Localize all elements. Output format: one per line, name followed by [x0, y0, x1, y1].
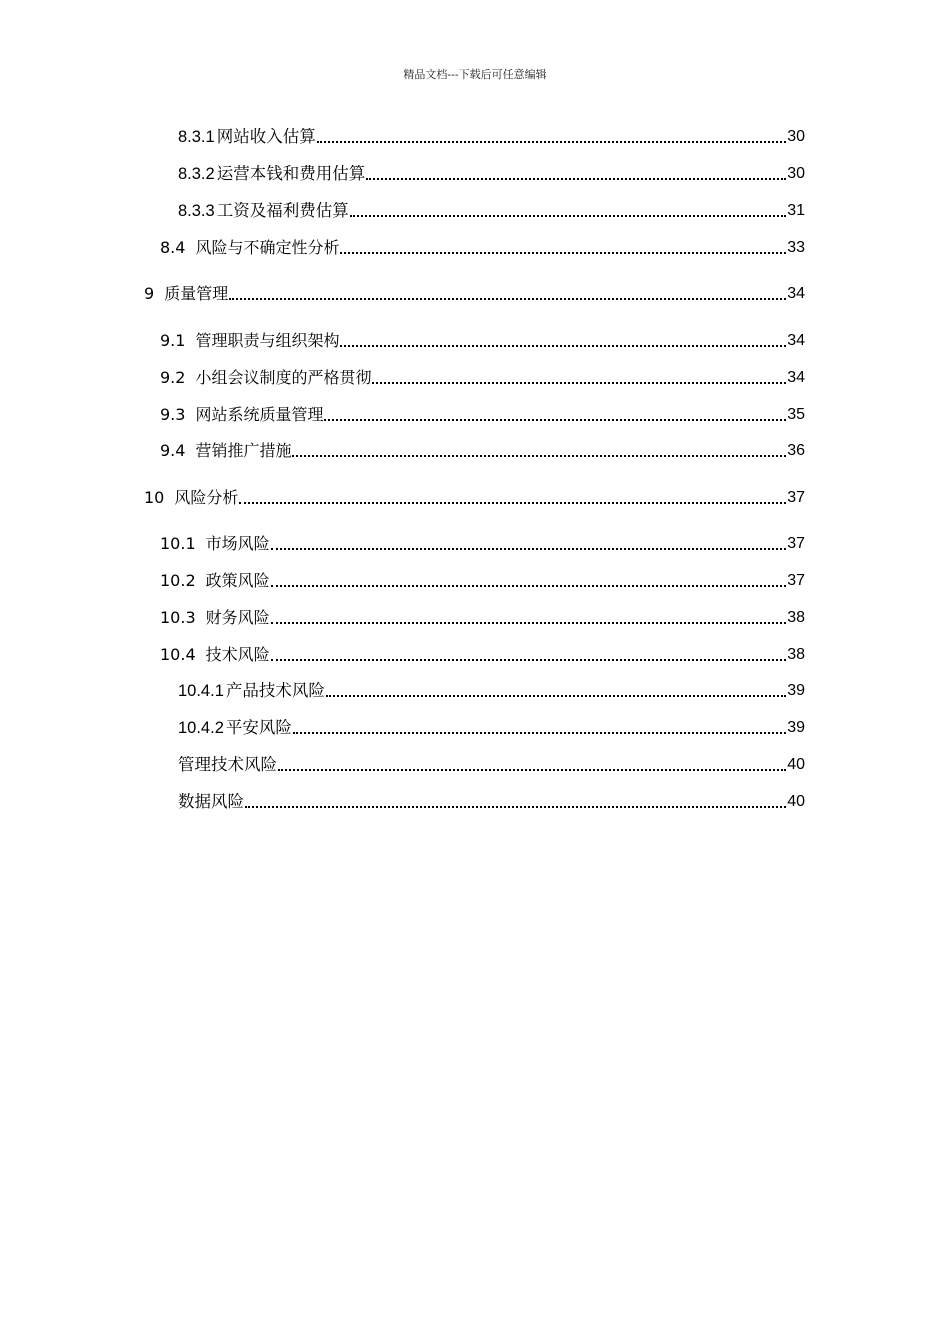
toc-entry-title: 质量管理 — [164, 284, 229, 303]
toc-entry-title: 小组会议制度的严格贯彻 — [195, 368, 372, 387]
toc-entry-page: 38 — [787, 609, 805, 626]
toc-leader-dots — [271, 622, 787, 624]
toc-leader-dots — [372, 382, 786, 384]
toc-entry[interactable] — [160, 606, 805, 630]
toc-entry-number: 9.4 — [160, 441, 186, 460]
toc-entry-page: 40 — [787, 793, 805, 810]
toc-entry[interactable] — [160, 532, 805, 556]
toc-entry-number: 8.3.2 — [178, 165, 215, 183]
toc-entry-title: 财务风险 — [205, 608, 270, 627]
toc-entry-number: 10 — [144, 488, 165, 507]
toc-entry-label — [160, 236, 339, 260]
toc-entry-label — [160, 606, 270, 630]
toc-entry-number: 8.3.1 — [178, 128, 215, 146]
toc-entry-number: 10.1 — [160, 534, 196, 553]
toc-entry-page: 30 — [787, 128, 805, 145]
toc-entry-label — [160, 643, 270, 667]
toc-entry-title: 网站收入估算 — [216, 127, 316, 146]
toc-entry-title: 网站系统质量管理 — [195, 405, 324, 424]
toc-entry-page: 37 — [787, 489, 805, 506]
toc-leader-dots — [271, 659, 787, 661]
toc-entry-title: 技术风险 — [205, 645, 270, 664]
toc-leader-dots — [245, 806, 786, 808]
toc-leader-dots — [326, 695, 786, 697]
toc-entry-number: 10.2 — [160, 571, 196, 590]
toc-entry[interactable] — [178, 753, 805, 777]
toc-entry-label — [144, 486, 238, 510]
toc-entry-label — [178, 679, 325, 703]
toc-entry[interactable] — [160, 366, 805, 390]
toc-entry[interactable] — [178, 679, 805, 703]
toc-entry-label — [160, 329, 339, 353]
toc-leader-dots — [340, 345, 786, 347]
toc-entry-title: 风险分析 — [174, 488, 239, 507]
toc-entry-title: 管理职责与组织架构 — [195, 331, 340, 350]
toc-entry-page: 39 — [787, 719, 805, 736]
toc-entry-label — [178, 125, 316, 149]
toc-entry-label — [178, 790, 244, 814]
toc-entry-page: 34 — [787, 369, 805, 386]
toc-entry-label — [178, 199, 349, 223]
toc-entry[interactable] — [160, 439, 805, 463]
toc-entry-page: 39 — [787, 682, 805, 699]
toc-entry-label — [160, 532, 270, 556]
toc-entry-title: 管理技术风险 — [178, 755, 277, 774]
page-header: 精品文档---下载后可任意编辑 — [403, 68, 547, 81]
toc-leader-dots — [293, 732, 786, 734]
toc-entry-label — [178, 753, 277, 777]
toc-entry-number: 10.4.1 — [178, 682, 224, 700]
toc-entry-title: 产品技术风险 — [225, 681, 325, 700]
toc-entry[interactable] — [160, 236, 805, 260]
toc-entry[interactable] — [178, 790, 805, 814]
toc-entry-page: 37 — [787, 535, 805, 552]
toc-entry-title: 市场风险 — [205, 534, 270, 553]
toc-entry[interactable] — [178, 716, 805, 740]
toc-entry-number: 10.4.2 — [178, 719, 224, 737]
toc-entry-page: 37 — [787, 572, 805, 589]
toc-entry-title: 数据风险 — [178, 792, 244, 811]
toc-entry[interactable] — [160, 569, 805, 593]
toc-entry[interactable] — [178, 162, 805, 186]
toc-entry-page: 38 — [787, 646, 805, 663]
toc-entry[interactable] — [178, 199, 805, 223]
toc-entry-label — [160, 569, 270, 593]
toc-entry[interactable] — [160, 643, 805, 667]
toc-entry-page: 34 — [787, 285, 805, 302]
toc-entry-page: 35 — [787, 406, 805, 423]
toc-leader-dots — [271, 548, 787, 550]
toc-entry-number: 8.4 — [160, 238, 186, 257]
toc-entry[interactable] — [160, 403, 805, 427]
toc-entry-label — [160, 439, 291, 463]
toc-leader-dots — [271, 585, 787, 587]
toc-entry-page: 34 — [787, 332, 805, 349]
toc-entry-label — [160, 403, 323, 427]
toc-entry-title: 政策风险 — [205, 571, 270, 590]
toc-entry-number: 9.2 — [160, 368, 186, 387]
toc-entry[interactable] — [144, 486, 805, 510]
toc-entry-page: 40 — [787, 756, 805, 773]
toc-leader-dots — [350, 215, 787, 217]
toc-entry-page: 36 — [787, 442, 805, 459]
toc-leader-dots — [278, 769, 786, 771]
toc-leader-dots — [340, 252, 786, 254]
toc-entry-number: 9 — [144, 284, 155, 303]
toc-leader-dots — [229, 298, 786, 300]
toc-entry[interactable] — [144, 282, 805, 306]
toc-entry-page: 33 — [787, 239, 805, 256]
toc-entry-title: 平安风险 — [225, 718, 292, 737]
toc-entry-number: 9.3 — [160, 405, 186, 424]
toc-entry-page: 31 — [787, 202, 805, 219]
toc-entry-title: 营销推广措施 — [195, 441, 292, 460]
toc-leader-dots — [292, 455, 786, 457]
toc-entry-number: 8.3.3 — [178, 202, 215, 220]
toc-entry-number: 10.4 — [160, 645, 196, 664]
toc-entry-title: 风险与不确定性分析 — [195, 238, 340, 257]
toc-leader-dots — [366, 178, 786, 180]
toc-entry-label — [178, 716, 292, 740]
toc-entry-page: 30 — [787, 165, 805, 182]
toc-entry-number: 10.3 — [160, 608, 196, 627]
toc-leader-dots — [239, 502, 786, 504]
toc-entry-title: 运营本钱和费用估算 — [216, 164, 366, 183]
toc-entry-label — [144, 282, 228, 306]
toc-entry-number: 9.1 — [160, 331, 186, 350]
toc-entry-label — [178, 162, 365, 186]
toc-leader-dots — [317, 141, 787, 143]
toc-entry[interactable] — [178, 125, 805, 149]
toc-entry-title: 工资及福利费估算 — [216, 201, 349, 220]
toc-entry-label — [160, 366, 371, 390]
toc-entry[interactable] — [160, 329, 805, 353]
toc-leader-dots — [324, 419, 786, 421]
